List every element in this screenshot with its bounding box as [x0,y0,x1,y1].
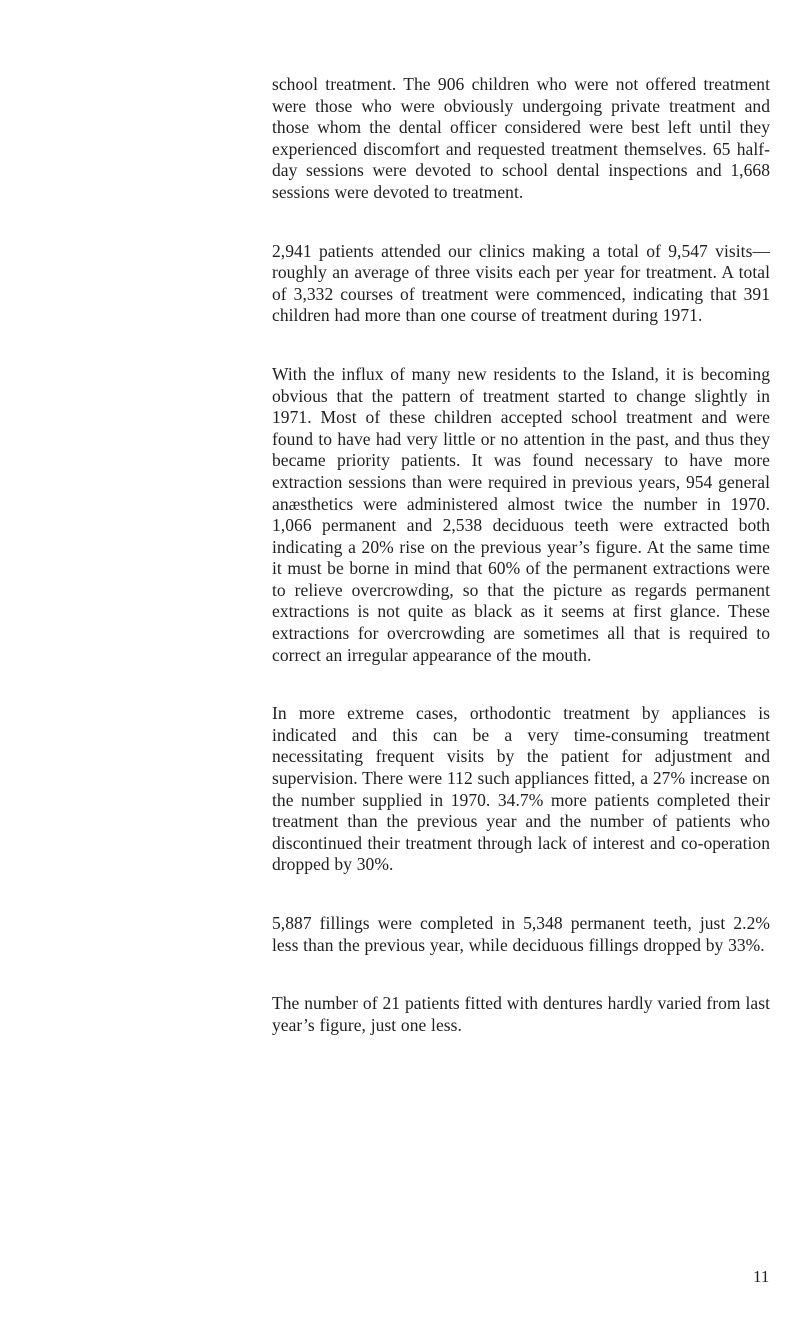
paragraph-extractions: With the influx of many new residents to the Island, it is becoming obvious that the pattern of treatment started to change slightly in 1971. Most of these children accepted school treatment and were found to have had very little or no attention in the past, and thus they became priority patients. It was found necessary to have more extraction sessions than were required in previous years, 954 general anæsthetics were administered almost twice the number in 1970. 1,066 permanent and 2,538 deciduous teeth were extracted both indicating a 20% rise on the previous year’s figure. At the same time it must be borne in mind that 60% of the permanent extractions were to relieve overcrowding, so that the picture as regards permanent extractions is not quite as black as it seems at first glance. These extractions for overcrowding are sometimes all that is required to correct an irregular appearance of the mouth. [272,363,770,665]
paragraph-school-treatment: school treatment. The 906 children who were not offered treatment were those who were obviously undergoing private treatment and those whom the dental officer considered were best left until they experienced discomfort and requested treatment themselves. 65 half-day sessions were devoted to school dental inspections and 1,668 sessions were devoted to treatment. [272,74,770,202]
document-body [272,74,770,1036]
paragraph-orthodontic: In more extreme cases, orthodontic treatment by appliances is indicated and this can be a very time-consuming treatment necessitating frequent visits by the patient for adjustment and supervision. There were 112 such appliances fitted, a 27% increase on the number supplied in 1970. 34.7% more patients completed their treatment than the previous year and the number of patients who discontinued their treatment through lack of interest and co-operation dropped by 30%. [272,703,770,875]
paragraph-clinic-visits: 2,941 patients attended our clinics making a total of 9,547 visits—roughly an average of three visits each per year for treatment. A total of 3,332 courses of treatment were commenced, indicating that 391 children had more than one course of treatment during 1971. [272,240,770,326]
paragraph-fillings: 5,887 fillings were completed in 5,348 permanent teeth, just 2.2% less than the previous year, while deciduous fillings dropped by 33%. [272,913,770,955]
page-number: 11 [753,1267,770,1286]
paragraph-dentures: The number of 21 patients fitted with dentures hardly varied from last year’s figure, just one less. [272,993,770,1035]
